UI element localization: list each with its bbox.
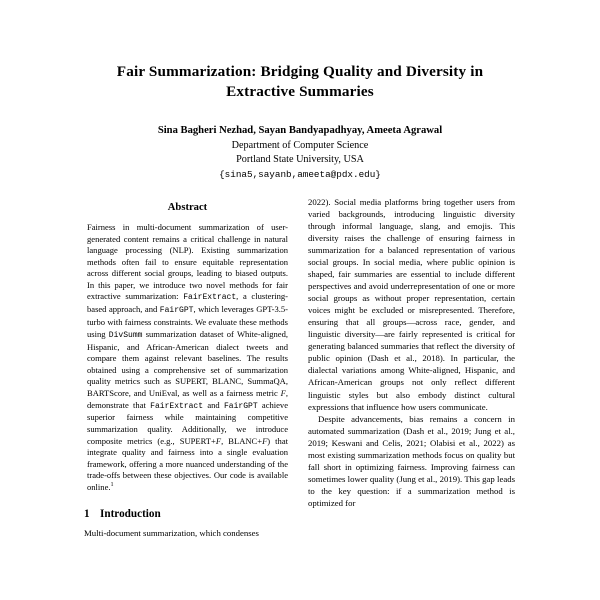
right-column	[308, 196, 515, 600]
method-name-fairgpt: FairGPT	[159, 306, 194, 316]
abstract-text-4: summarization dataset of White-aligned, Hispanic, and African-American dialect tweets and compare them against relevant baselines. The results obtained using a comprehensive set of summarization quality metrics such as SUPERT, BLANC, SummaQA, BARTScore, and UniEval, as well as a fairness metric	[87, 328, 288, 398]
abstract-text-1: Fairness in multi-document summarization of user-generated content remains a critical challenge in natural language processing (NLP). Existing summarization methods often fail to ensure equitable representation across different social groups, leading to biased outputs. In this paper, we introduce two novel methods for fair extractive summarization:	[87, 222, 288, 302]
intro-paragraph-1: Multi-document summarization, which condenses	[84, 528, 259, 539]
method-name-fairextract-2: FairExtract	[150, 401, 204, 411]
section-title: Introduction	[100, 508, 161, 521]
abstract-text-2: , a clustering-based approach, and	[87, 291, 288, 315]
abstract-body	[87, 222, 288, 493]
section-heading-introduction	[84, 508, 291, 520]
method-name-fairgpt-2: FairGPT	[223, 401, 258, 411]
author-list: Sina Bagheri Nezhad, Sayan Bandyapadhyay, Ameeta Agrawal	[157, 125, 443, 137]
abstract-text-8: , BLANC+	[221, 435, 263, 446]
left-column	[84, 196, 291, 600]
right-paragraph-1: 2022). Social media platforms bring together users from varied backgrounds, introducing linguistic diversity through informal language, slang, and emojis. This diversity raises the challenge of ensuring fairness in summarization for a balanced representation of various social groups. In social media, where public opinion is shaped, fair summaries are essential to include different perspectives and avoid underrepresentation of one or more social groups as without proper representation, certain voices might be excluded or misrepresented. Therefore, ensuring that all groups—across race, gender, and linguistic diversity—are fairly represented is critical for generating balanced summaries that reflect the diversity of public opinion (Dash et al., 2018). In particular, the dialectal variations among White-aligned, Hispanic, and African-American groups not only reflect different linguistic styles but also embody distinct cultural expressions that influence how users communicate.	[308, 197, 515, 412]
abstract-text-6: and	[203, 399, 224, 410]
dataset-name-divsumm: DivSumm	[108, 330, 143, 340]
fairness-metric-symbol-2: F	[215, 435, 222, 446]
section-number: 1	[84, 508, 90, 521]
abstract-text-7: achieve superior fairness while maintaining competitive summarization quality. Additionally, we introduce composite metrics (e.g., SUPERT+	[87, 399, 288, 446]
method-name-fairextract: FairExtract	[183, 293, 237, 303]
page-title: Fair Summarization: Bridging Quality and Diversity in Extractive Summaries	[116, 63, 484, 101]
paper-header	[0, 0, 600, 182]
author-emails: {sina5,sayanb,ameeta@pdx.edu}	[219, 168, 381, 180]
fairness-metric-symbol: F	[280, 387, 286, 398]
abstract-section	[84, 202, 291, 493]
two-column-body	[84, 196, 516, 600]
abstract-text-9: ) that integrate quality and fairness into a single evaluation framework, offering a more nuanced understanding of the trade-offs between these objectives. Our code is available online.	[87, 435, 288, 492]
fairness-metric-symbol-3: F	[262, 435, 268, 446]
affiliation-department: Department of Computer Science	[231, 139, 369, 151]
abstract-heading: Abstract	[167, 202, 208, 213]
affiliation-institution: Portland State University, USA	[236, 153, 364, 165]
abstract-text-5: , demonstrate that	[87, 387, 288, 410]
abstract-text-3: , which leverages GPT-3.5-turbo with fairness constraints. We evaluate these methods using	[87, 304, 288, 339]
footnote-marker[interactable]: 1	[110, 482, 114, 489]
right-paragraph-2: Despite advancements, bias remains a concern in automated summarization (Dash et al., 2019; Jung et al., 2019; Keswani and Celis, 2021; Olabisi et al., 2022) as most existing summarization methods focus on quality but fall short in optimizing fairness. Improving fairness can sometimes lower quality (Jung et al., 2019). This gap leads to the key question: if a summarization method is optimized for	[308, 413, 515, 508]
